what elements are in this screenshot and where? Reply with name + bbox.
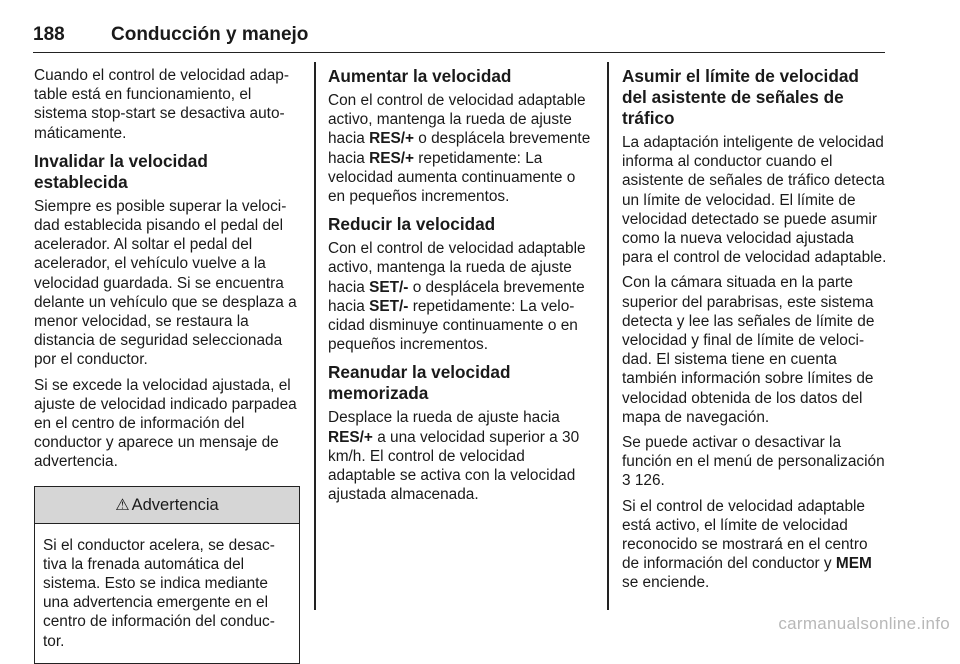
section-heading-override: Invalidar la velocidad establecida (34, 150, 208, 192)
section-heading-resume: Reanudar la velocidad memorizada (328, 362, 511, 404)
assume-paragraph-2: Con la cámara situada en la parte superior del parabrisas, este sistema detecta y lee las señales de límite de velocidad y final de límite de velocidad. El sistema tiene en cuenta también información sobre límites de velocidad obtenida de los datos del mapa de navegación. (622, 274, 875, 426)
warning-triangle-icon: ⚠ (115, 496, 130, 514)
section-heading-reduce: Reducir la velocidad (328, 214, 496, 235)
column-middle (328, 66, 594, 510)
page-header (33, 22, 885, 53)
column-divider (314, 62, 316, 610)
page-reference-icon[interactable]: 3 (622, 472, 631, 490)
chapter-title: Conducción y manejo (111, 24, 309, 45)
reduce-paragraph: Con el control de velocidad adaptable activo, mantenga la rueda de ajuste hacia SET/- o desplácela brevemente hacia SET/- repetidamente: La velocidad disminuye continuamente o en pequeños incrementos. (328, 240, 586, 354)
assume-paragraph-1: La adaptación inteligente de velocidad informa al conductor cuando el asistente de señales de tráfico detecta un límite de velocidad. El límite de velocidad detectado se puede asumir como la nueva velocidad ajustada para el control de velocidad adaptable. (622, 134, 887, 267)
warning-box (34, 486, 300, 664)
exceed-paragraph: Si se excede la velocidad ajustada, el ajuste de velocidad indicado parpadea en el centro de información del conductor y aparece un mensaje de advertencia. (34, 376, 297, 471)
column-right (622, 66, 888, 599)
column-divider (607, 62, 609, 610)
override-paragraph: Siempre es posible superar la velocidad establecida pisando el pedal del acelerador. Al soltar el pedal del acelerador, el vehículo vuelve a la velocidad guardada. Si se encuentra delante un vehículo que se desplaza a menor velocidad, se restaura la distancia de seguridad seleccionada por el conductor. (34, 197, 297, 369)
assume-paragraph-3: Se puede activar o desactivar la función en el menú de personalización 3 126. (622, 434, 885, 490)
section-heading-increase: Aumentar la velocidad (328, 66, 512, 86)
column-left (34, 66, 302, 664)
watermark: carmanualsonline.info (778, 614, 950, 633)
assume-paragraph-4: Si el control de velocidad adaptable está activo, el límite de velocidad reconocido se mostrará en el centro de información del conductor y MEM se enciende. (622, 497, 872, 592)
page-number: 188 (33, 24, 65, 45)
warning-body: Si el conductor acelera, se desactiva la frenada automática del sistema. Esto se indica mediante una advertencia emergente en el centro de información del conductor. (43, 536, 275, 650)
warning-title: Advertencia (131, 495, 219, 514)
section-heading-assume: Asumir el límite de velocidad del asistente de señales de tráfico (622, 66, 859, 128)
warning-header (35, 487, 299, 524)
resume-paragraph: Desplace la rueda de ajuste hacia RES/+ a una velocidad superior a 30 km/h. El control de velocidad adaptable se activa con la velocidad ajustada almacenada. (328, 409, 580, 504)
increase-paragraph: Con el control de velocidad adaptable activo, mantenga la rueda de ajuste hacia RES/+ o desplácela brevemente hacia RES/+ repetidamente: La velocidad aumenta continuamente o en pequeños incrementos. (328, 92, 591, 206)
intro-paragraph: Cuando el control de velocidad adaptable está en funcionamiento, el sistema stop-start se desactiva automáticamente. (34, 67, 289, 142)
